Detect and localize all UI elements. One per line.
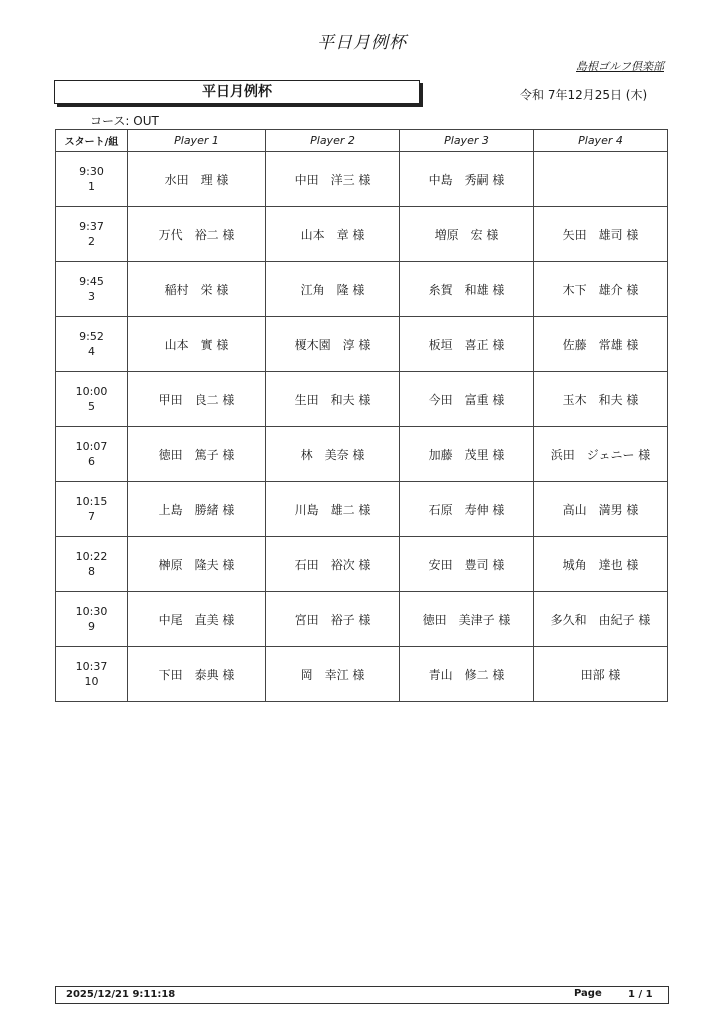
group-number: 9 xyxy=(88,620,95,633)
player-2-cell: 石田 裕次 様 xyxy=(266,537,400,592)
event-date: 令和 7年12月25日 (木) xyxy=(520,88,648,102)
player-1-cell: 榊原 隆夫 様 xyxy=(128,537,266,592)
table-row xyxy=(56,482,668,537)
column-header-player-2: Player 2 xyxy=(266,130,400,152)
player-1-cell: 下田 泰典 様 xyxy=(128,647,266,702)
start-time-group-cell xyxy=(56,317,128,372)
print-timestamp: 2025/12/21 9:11:18 xyxy=(66,989,176,1000)
player-2-cell: 山本 章 様 xyxy=(266,207,400,262)
start-time-group-cell xyxy=(56,647,128,702)
table-header-row xyxy=(56,130,668,152)
page-number: 1 / 1 xyxy=(628,989,653,1000)
player-2-cell: 中田 洋三 様 xyxy=(266,152,400,207)
player-3-cell: 青山 修二 様 xyxy=(400,647,534,702)
page-label: Page xyxy=(574,988,602,999)
group-number: 7 xyxy=(88,510,95,523)
player-2-cell: 榎木園 淳 様 xyxy=(266,317,400,372)
player-1-cell: 徳田 篤子 様 xyxy=(128,427,266,482)
player-1-cell: 水田 理 様 xyxy=(128,152,266,207)
start-time-group-cell xyxy=(56,537,128,592)
column-header-player-1: Player 1 xyxy=(128,130,266,152)
group-number: 5 xyxy=(88,400,95,413)
start-time-group-cell xyxy=(56,207,128,262)
player-3-cell: 増原 宏 様 xyxy=(400,207,534,262)
start-time: 9:30 xyxy=(79,165,104,178)
table-row xyxy=(56,152,668,207)
start-time: 9:45 xyxy=(79,275,104,288)
start-time: 10:22 xyxy=(75,550,108,563)
player-1-cell: 万代 裕二 様 xyxy=(128,207,266,262)
table-row xyxy=(56,427,668,482)
player-4-cell: 高山 満男 様 xyxy=(534,482,668,537)
start-time: 10:00 xyxy=(75,385,108,398)
player-4-cell: 田部 様 xyxy=(534,647,668,702)
column-header-start-group: スタート/組 xyxy=(56,130,128,152)
document-top-title: 平日月例杯 xyxy=(317,33,407,53)
club-name: 島根ゴルフ倶楽部 xyxy=(576,60,664,73)
start-time-group-cell xyxy=(56,592,128,647)
start-time: 9:52 xyxy=(79,330,104,343)
player-1-cell: 上島 勝緒 様 xyxy=(128,482,266,537)
player-3-cell: 石原 寿伸 様 xyxy=(400,482,534,537)
group-number: 2 xyxy=(88,235,95,248)
table-row xyxy=(56,317,668,372)
player-2-cell: 川島 雄二 様 xyxy=(266,482,400,537)
player-2-cell: 生田 和夫 様 xyxy=(266,372,400,427)
player-1-cell: 山本 實 様 xyxy=(128,317,266,372)
group-number: 3 xyxy=(88,290,95,303)
player-1-cell: 甲田 良二 様 xyxy=(128,372,266,427)
player-1-cell: 中尾 直美 様 xyxy=(128,592,266,647)
player-4-cell: 矢田 雄司 様 xyxy=(534,207,668,262)
table-row xyxy=(56,647,668,702)
start-time-group-cell xyxy=(56,262,128,317)
player-3-cell: 中島 秀嗣 様 xyxy=(400,152,534,207)
player-2-cell: 江角 隆 様 xyxy=(266,262,400,317)
start-time-group-cell xyxy=(56,152,128,207)
start-time: 10:07 xyxy=(75,440,108,453)
start-time-group-cell xyxy=(56,372,128,427)
group-number: 1 xyxy=(88,180,95,193)
group-number: 10 xyxy=(84,675,99,688)
player-4-cell: 多久和 由紀子 様 xyxy=(534,592,668,647)
group-number: 4 xyxy=(88,345,95,358)
start-time-group-cell xyxy=(56,427,128,482)
player-3-cell: 今田 富重 様 xyxy=(400,372,534,427)
player-3-cell: 板垣 喜正 様 xyxy=(400,317,534,372)
player-4-cell: 木下 雄介 様 xyxy=(534,262,668,317)
start-time-group-cell xyxy=(56,482,128,537)
player-3-cell: 加藤 茂里 様 xyxy=(400,427,534,482)
player-4-cell: 浜田 ジェニー 様 xyxy=(534,427,668,482)
player-4-cell: 佐藤 常雄 様 xyxy=(534,317,668,372)
table-row xyxy=(56,537,668,592)
table-row xyxy=(56,372,668,427)
page-footer xyxy=(55,986,669,1004)
start-time: 10:37 xyxy=(75,660,108,673)
table-row xyxy=(56,262,668,317)
pairings-table xyxy=(55,129,668,702)
player-2-cell: 林 美奈 様 xyxy=(266,427,400,482)
event-title-box: 平日月例杯 xyxy=(54,80,420,104)
player-2-cell: 宮田 裕子 様 xyxy=(266,592,400,647)
group-number: 6 xyxy=(88,455,95,468)
player-3-cell: 糸賀 和雄 様 xyxy=(400,262,534,317)
column-header-player-3: Player 3 xyxy=(400,130,534,152)
player-2-cell: 岡 幸江 様 xyxy=(266,647,400,702)
course-label: コース: OUT xyxy=(90,114,159,128)
player-1-cell: 稲村 栄 様 xyxy=(128,262,266,317)
table-row xyxy=(56,207,668,262)
player-4-cell: 玉木 和夫 様 xyxy=(534,372,668,427)
player-4-cell: 城角 達也 様 xyxy=(534,537,668,592)
start-time: 10:15 xyxy=(75,495,108,508)
start-time: 9:37 xyxy=(79,220,104,233)
table-row xyxy=(56,592,668,647)
column-header-player-4: Player 4 xyxy=(534,130,668,152)
player-3-cell: 安田 豊司 様 xyxy=(400,537,534,592)
player-3-cell: 徳田 美津子 様 xyxy=(400,592,534,647)
player-4-cell xyxy=(534,152,668,207)
group-number: 8 xyxy=(88,565,95,578)
start-time: 10:30 xyxy=(75,605,108,618)
